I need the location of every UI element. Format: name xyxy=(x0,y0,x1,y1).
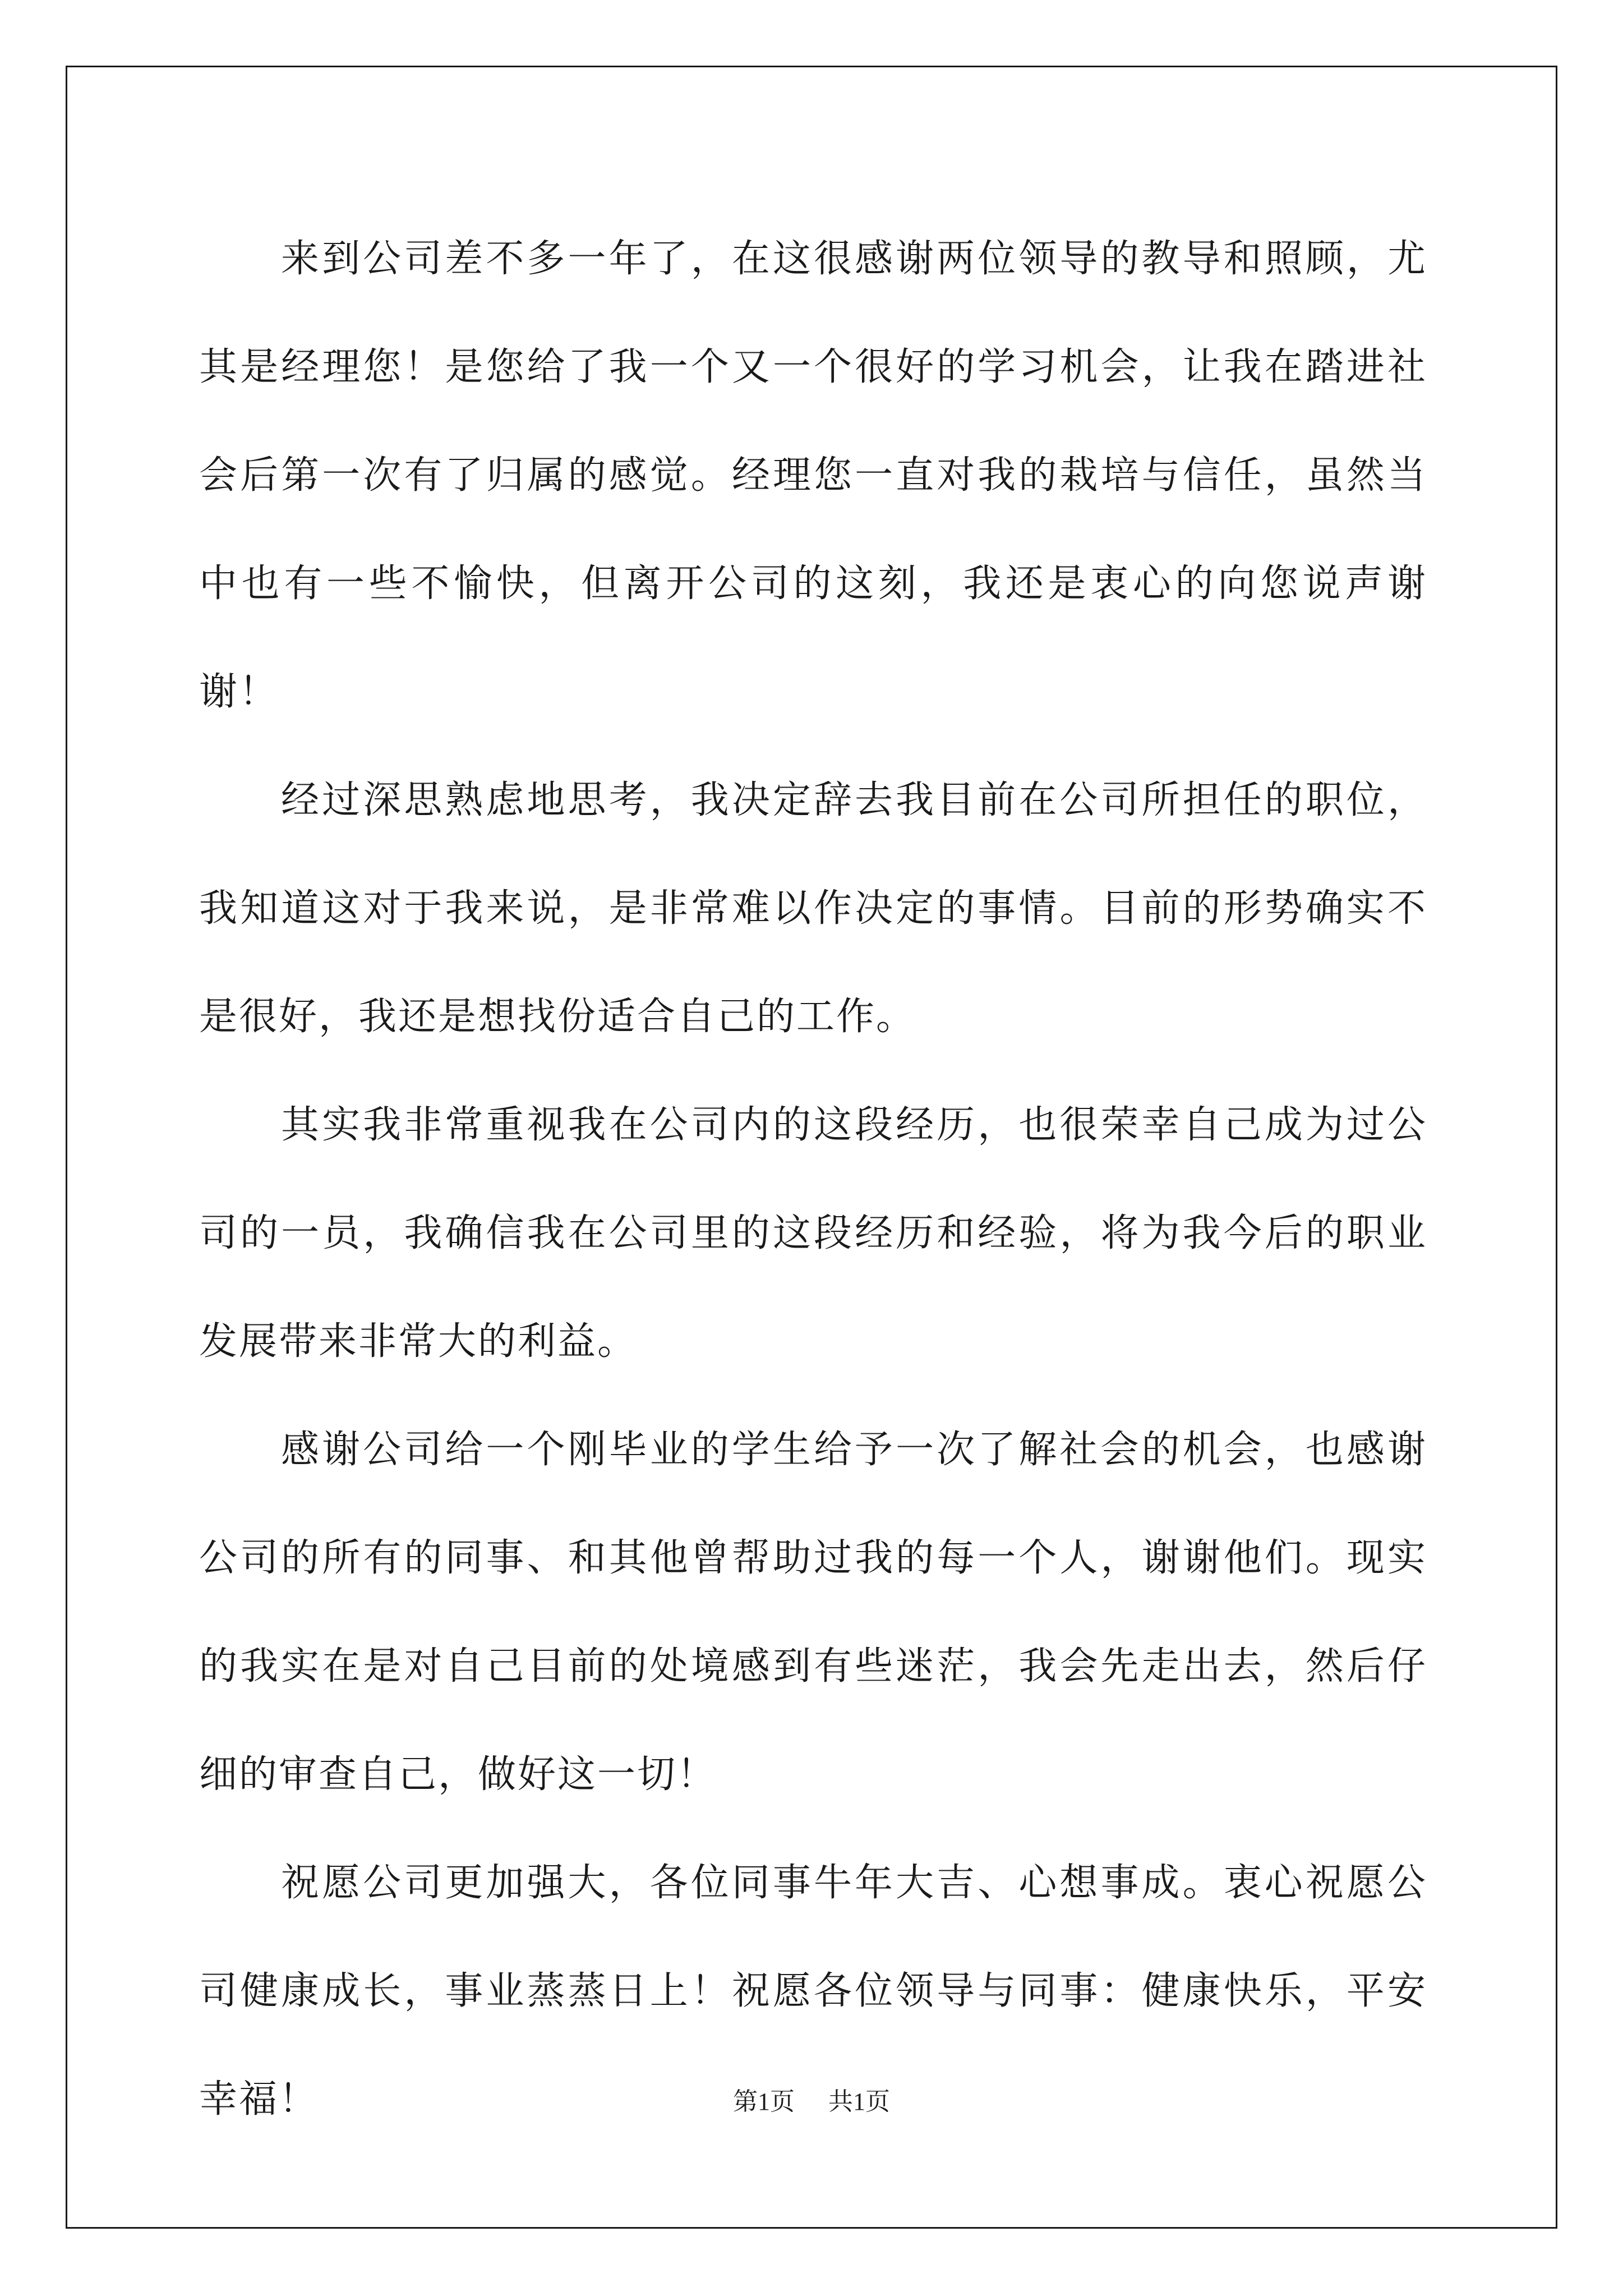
paragraph: 经过深思熟虑地思考，我决定辞去我目前在公司所担任的职位，我知道这对于我来说，是非常难以作决定的事情。目前的形势确实不是很好，我还是想找份适合自己的工作。 xyxy=(199,778,1427,1039)
page-total: 共1页 xyxy=(828,2088,890,2115)
paragraph: 感谢公司给一个刚毕业的学生给予一次了解社会的机会，也感谢公司的所有的同事、和其他曾帮助过我的每一个人，谢谢他们。现实的我实在是对自己目前的处境感到有些迷茫，我会先走出去，然后仔细的审查自己，做好这一切！ xyxy=(199,1428,1427,1797)
page-footer xyxy=(0,2085,1623,2119)
paragraph: 祝愿公司更加强大，各位同事牛年大吉、心想事成。衷心祝愿公司健康成长，事业蒸蒸日上！祝愿各位领导与同事：健康快乐，平安幸福！ xyxy=(199,1861,1427,2122)
paragraph: 来到公司差不多一年了，在这很感谢两位领导的教导和照顾，尤其是经理您！是您给了我一个又一个很好的学习机会，让我在踏进社会后第一次有了归属的感觉。经理您一直对我的栽培与信任，虽然当中也有一些不愉快，但离开公司的这刻，我还是衷心的向您说声谢谢！ xyxy=(199,237,1427,714)
document-body xyxy=(199,205,1427,2154)
page-number: 第1页 xyxy=(733,2088,795,2115)
paragraph: 其实我非常重视我在公司内的这段经历，也很荣幸自己成为过公司的一员，我确信我在公司里的这段经历和经验，将为我今后的职业发展带来非常大的利益。 xyxy=(199,1103,1427,1364)
